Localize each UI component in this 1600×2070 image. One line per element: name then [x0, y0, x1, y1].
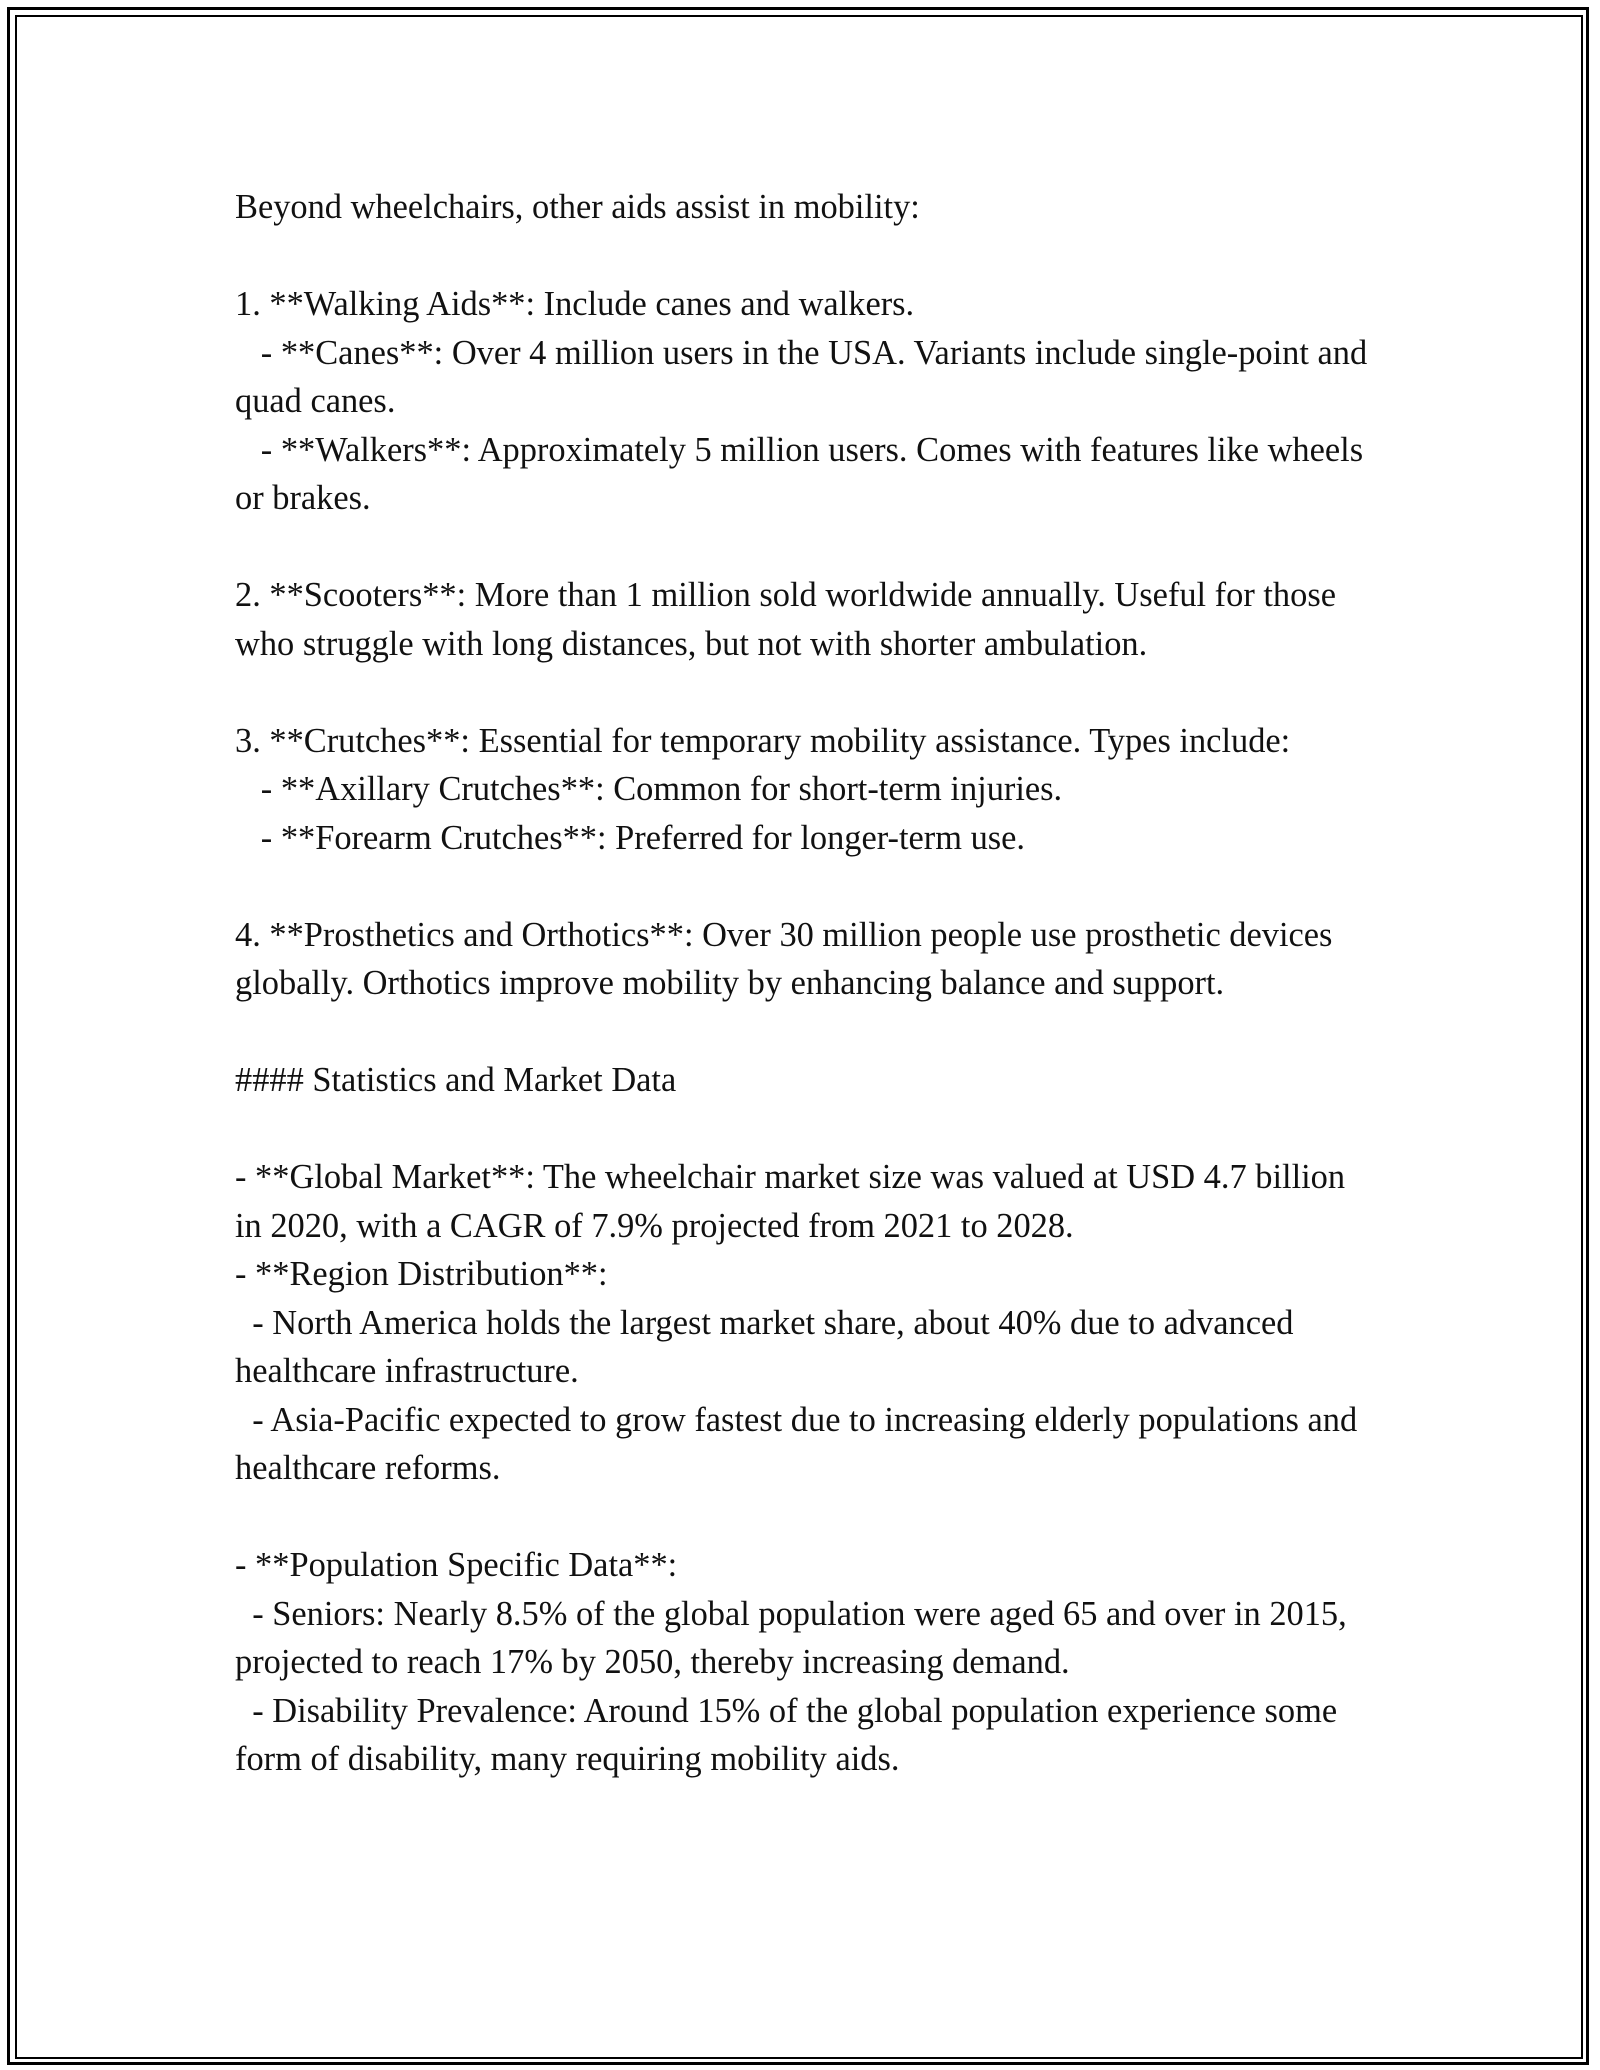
spacer: [235, 1008, 1375, 1057]
spacer: [235, 523, 1375, 572]
intro-paragraph: Beyond wheelchairs, other aids assist in mobility:: [235, 188, 920, 226]
spacer: [235, 862, 1375, 911]
spacer: [235, 232, 1375, 281]
spacer: [235, 1493, 1375, 1542]
bullet-population-data: - **Population Specific Data**:: [235, 1546, 678, 1584]
bullet-region-distribution: - **Region Distribution**:: [235, 1255, 608, 1293]
list-item-walking-aids: 1. **Walking Aids**: Include canes and walkers.: [235, 285, 915, 323]
document-body: [235, 183, 1375, 1784]
list-item-scooters: 2. **Scooters**: More than 1 million sold worldwide annually. Useful for those who struggle with long distances, but not with shorter ambulation.: [235, 576, 1345, 663]
section-heading: #### Statistics and Market Data: [235, 1061, 677, 1099]
sub-item-walkers: - **Walkers**: Approximately 5 million users. Comes with features like wheels or brakes.: [235, 430, 1372, 517]
sub-bullet-seniors: - Seniors: Nearly 8.5% of the global population were aged 65 and over in 2015, projected to reach 17% by 2050, thereby increasing demand.: [235, 1594, 1356, 1681]
sub-item-canes: - **Canes**: Over 4 million users in the USA. Variants include single-point and quad canes.: [235, 333, 1376, 420]
sub-item-forearm-crutches: - **Forearm Crutches**: Preferred for longer-term use.: [235, 818, 1026, 857]
sub-item-axillary-crutches: - **Axillary Crutches**: Common for short-term injuries.: [235, 770, 1063, 808]
sub-bullet-disability: - Disability Prevalence: Around 15% of the global population experience some form of disability, many requiring mobility aids.: [235, 1691, 1346, 1778]
spacer: [235, 1105, 1375, 1154]
bullet-global-market: - **Global Market**: The wheelchair market size was valued at USD 4.7 billion in 2020, with a CAGR of 7.9% projected from 2021 to 2028.: [235, 1158, 1354, 1245]
spacer: [235, 668, 1375, 717]
list-item-prosthetics: 4. **Prosthetics and Orthotics**: Over 30 million people use prosthetic devices globally. Orthotics improve mobility by enhancing balance and support.: [235, 915, 1342, 1002]
sub-bullet-asia-pacific: - Asia-Pacific expected to grow fastest due to increasing elderly populations and healthcare reforms.: [235, 1400, 1366, 1487]
sub-bullet-north-america: - North America holds the largest market share, about 40% due to advanced healthcare infrastructure.: [235, 1303, 1303, 1390]
list-item-crutches: 3. **Crutches**: Essential for temporary mobility assistance. Types include:: [235, 721, 1291, 760]
